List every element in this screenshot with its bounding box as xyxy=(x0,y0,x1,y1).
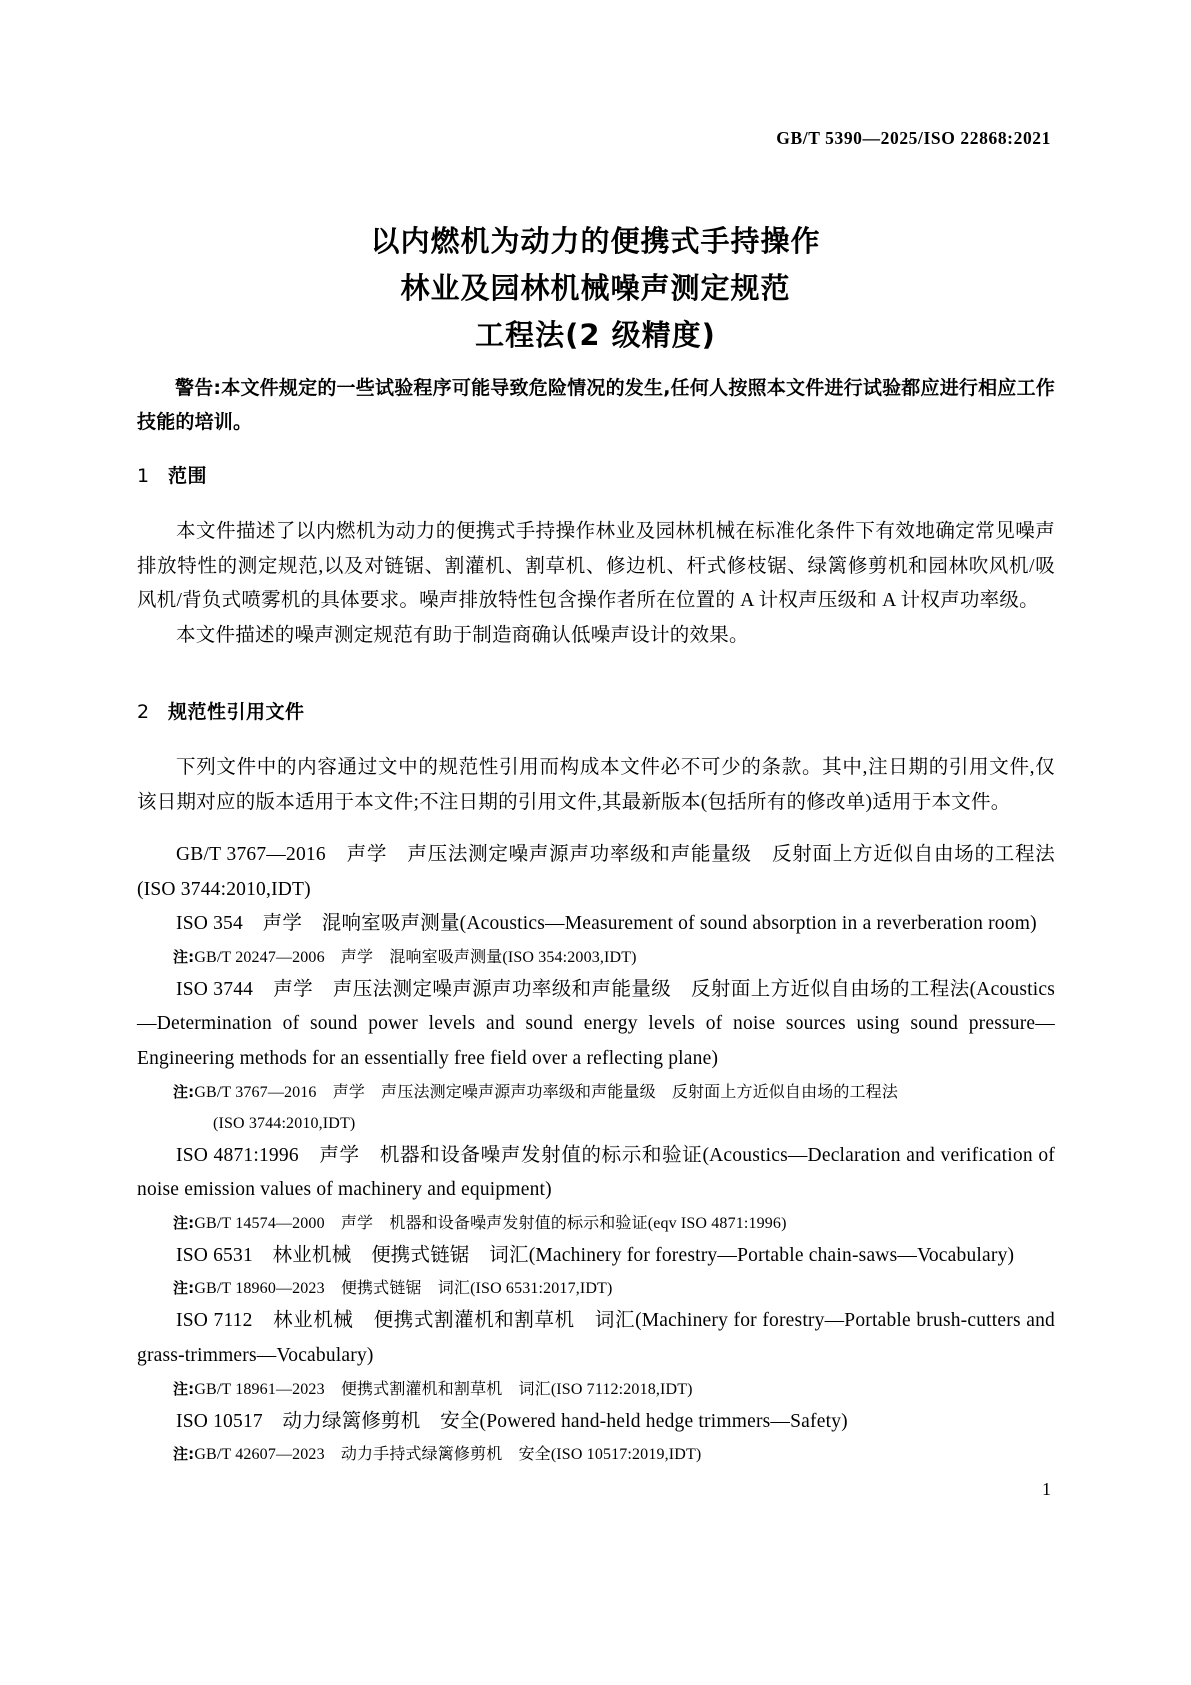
reference-entry-text: ISO 4871:1996 声学 机器和设备噪声发射值的标示和验证(Acoustics—Declaration and verification of noise emission values of machinery and equipment) xyxy=(137,1144,1055,1201)
reference-note xyxy=(137,1077,1055,1108)
reference-note xyxy=(137,1374,1055,1405)
reference-entry-text: ISO 354 声学 混响室吸声测量(Acoustics—Measurement of sound absorption in a reverberation room) xyxy=(176,913,1037,935)
clause-2-title: 规范性引用文件 xyxy=(168,701,305,723)
reference-note-text: GB/T 18960—2023 便携式链锯 词汇(ISO 6531:2017,IDT) xyxy=(194,1280,613,1298)
reference-entry xyxy=(137,1239,1055,1274)
clause-2-heading xyxy=(137,697,305,724)
reference-note-continuation xyxy=(137,1108,1055,1139)
normative-references-list xyxy=(137,838,1055,1470)
scope-paragraph-2: 本文件描述的噪声测定规范有助于制造商确认低噪声设计的效果。 xyxy=(176,625,749,646)
reference-entry-text: ISO 7112 林业机械 便携式割灌机和割草机 词汇(Machinery for forestry—Portable brush-cutters and grass-trimmers—Vocabulary) xyxy=(137,1310,1055,1366)
document-title xyxy=(0,218,1191,359)
reference-note xyxy=(137,1439,1055,1470)
clause-1-number: 1 xyxy=(137,465,150,487)
clause-2-number: 2 xyxy=(137,701,150,723)
reference-entry xyxy=(137,907,1055,942)
page-number: 1 xyxy=(1042,1479,1051,1499)
title-line-3: 工程法(2 级精度) xyxy=(475,318,716,352)
reference-note-text: GB/T 20247—2006 声学 混响室吸声测量(ISO 354:2003,IDT) xyxy=(194,948,637,966)
scope-paragraph-1: 本文件描述了以内燃机为动力的便携式手持操作林业及园林机械在标准化条件下有效地确定常见噪声排放特性的测定规范,以及对链锯、割灌机、割草机、修边机、杆式修枝锯、绿篱修剪机和园林吹风机/吸风机/背负式喷雾机的具体要求。噪声排放特性包含操作者所在位置的 A 计权声压级和 A 计权声功率级。 xyxy=(137,521,1055,612)
reference-note xyxy=(137,1208,1055,1239)
reference-note-label: 注: xyxy=(173,1279,195,1298)
reference-note-label: 注: xyxy=(173,1445,195,1464)
reference-note-text: GB/T 14574—2000 声学 机器和设备噪声发射值的标示和验证(eqv ISO 4871:1996) xyxy=(194,1214,787,1232)
reference-note-text: GB/T 42607—2023 动力手持式绿篱修剪机 安全(ISO 10517:2019,IDT) xyxy=(194,1446,702,1464)
reference-note xyxy=(137,942,1055,973)
reference-note-text: (ISO 3744:2010,IDT) xyxy=(213,1114,356,1132)
reference-entry xyxy=(137,1405,1055,1440)
reference-note-label: 注: xyxy=(173,1213,195,1232)
reference-note-label: 注: xyxy=(173,947,195,966)
running-header-standard-number: GB/T 5390—2025/ISO 22868:2021 xyxy=(776,128,1051,148)
reference-note-text: GB/T 18961—2023 便携式割灌机和割草机 词汇(ISO 7112:2018,IDT) xyxy=(194,1380,693,1398)
title-line-2: 林业及园林机械噪声测定规范 xyxy=(400,271,791,305)
reference-entry-text: ISO 3744 声学 声压法测定噪声源声功率级和声能量级 反射面上方近似自由场的工程法(Acoustics—Determination of sound power levels and sound energy levels of noise sources using sound pressure—Engineering methods for an essentially free field over a reflecting plane) xyxy=(137,978,1055,1069)
reference-note xyxy=(137,1273,1055,1304)
clause-1-title: 范围 xyxy=(168,465,208,487)
reference-entry-text: GB/T 3767—2016 声学 声压法测定噪声源声功率级和声能量级 反射面上方近似自由场的工程法(ISO 3744:2010,IDT) xyxy=(137,844,1055,900)
title-line-1: 以内燃机为动力的便携式手持操作 xyxy=(370,224,821,258)
reference-entry xyxy=(137,973,1055,1077)
reference-entry-text: ISO 6531 林业机械 便携式链锯 词汇(Machinery for forestry—Portable chain-saws—Vocabulary) xyxy=(176,1244,1015,1266)
reference-entry xyxy=(137,838,1055,907)
reference-entry-text: ISO 10517 动力绿篱修剪机 安全(Powered hand-held hedge trimmers—Safety) xyxy=(176,1410,848,1432)
reference-entry xyxy=(137,1139,1055,1208)
normative-references-intro: 下列文件中的内容通过文中的规范性引用而构成本文件必不可少的条款。其中,注日期的引用文件,仅该日期对应的版本适用于本文件;不注日期的引用文件,其最新版本(包括所有的修改单)适用于本文件。 xyxy=(137,757,1055,813)
reference-note-label: 注: xyxy=(173,1379,195,1398)
warning-notice: 警告:本文件规定的一些试验程序可能导致危险情况的发生,任何人按照本文件进行试验都应进行相应工作技能的培训。 xyxy=(137,377,1055,433)
reference-note-text: GB/T 3767—2016 声学 声压法测定噪声源声功率级和声能量级 反射面上方近似自由场的工程法 xyxy=(194,1083,898,1101)
reference-note-label: 注: xyxy=(173,1082,195,1101)
clause-1-heading xyxy=(137,461,207,488)
reference-entry xyxy=(137,1304,1055,1373)
